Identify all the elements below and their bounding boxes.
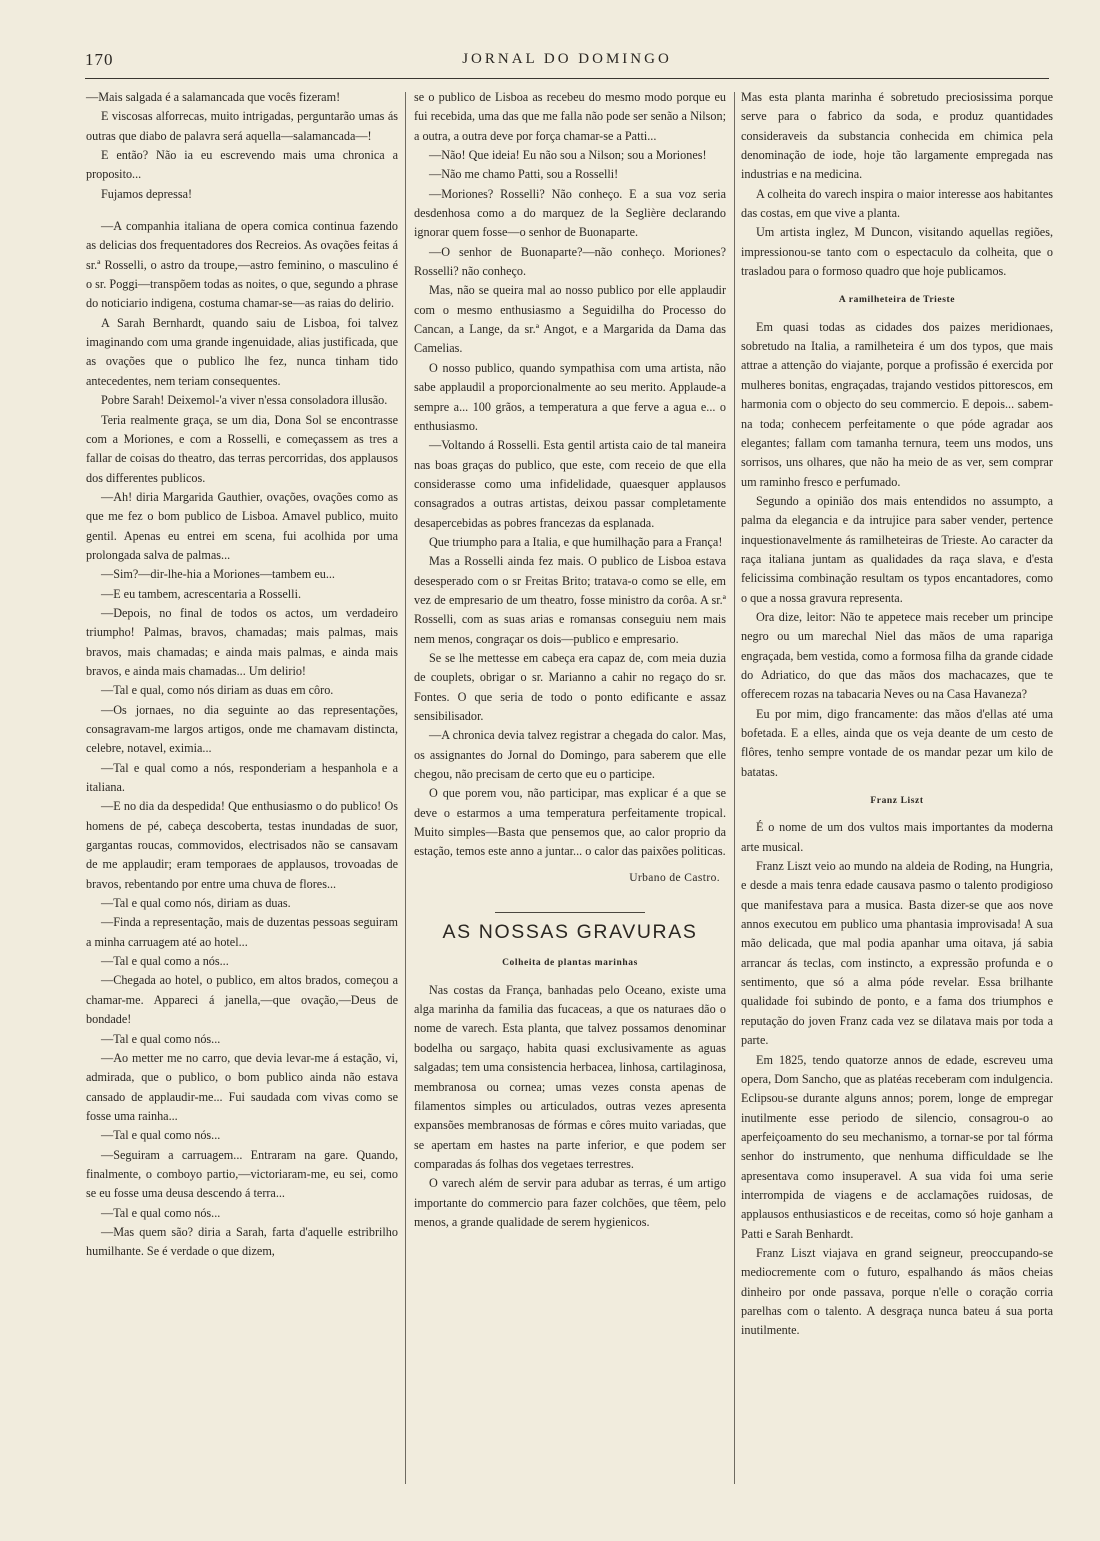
paragraph: —Tal e qual como nós... — [101, 1031, 221, 1046]
column-1 — [86, 88, 398, 1262]
paragraph: Franz Liszt viajava en grand seigneur, preoccupando-se mediocremente com o futuro, espalhando ás mãos cheias dinheiro por onde passava, porque n'elle o coração corria parelhas com o talento. A desgraça nunca bateu á sua porta inutilmente. — [741, 1245, 1053, 1338]
paragraph: Em quasi todas as cidades dos paizes meridionaes, sobretudo na Italia, a ramilheteira é um dos typos, que mais attrae a attenção do viajante, porque a profissão é exercida por mulheres bonitas, engraçadas, trajando vestidos pittorescos, em harmonia com o objecto do seu commercio. E depois... sabem-na toda; conhecem perfeitamente o que póde agradar aos elegantes; fallam com tamanha ternura, teem uns modos, uns sorrisos, uns olhares, que não ha meio de as ver, sem comprar um raminho fresco e perfumado. — [741, 319, 1053, 489]
paragraph: Nas costas da França, banhadas pelo Oceano, existe uma alga marinha da familia das fucaceas, a que os naturaes dão o nome de varech. Esta planta, que talvez possamos denominar bodelha ou sargaço, habita quasi exclusivamente as aguas salgadas; tem uma consistencia herbacea, linhosa, cartilaginosa, membranosa ou cornea; umas vezes consta apenas de filamentos simples ou articulados, outras vezes apresenta expansões membranosas de fórmas e côres muito variadas, que se apertam em hastes na parte inferior, e que podem ser comparadas ás folhas dos vegetaes terrestres. — [414, 982, 726, 1171]
paragraph: —Sim?—dir-lhe-hia a Moriones—tambem eu... — [101, 567, 335, 582]
section-divider — [495, 912, 645, 913]
paragraph: —Tal e qual como nós, diriam as duas. — [101, 896, 291, 911]
paragraph: Pobre Sarah! Deixemol-'a viver n'essa consoladora illusão. — [101, 393, 388, 408]
paragraph: —Tal e qual como nós... — [101, 1205, 221, 1220]
paragraph: —Mas quem são? diria a Sarah, farta d'aquelle estribrilho humilhante. Se é verdade o que dizem, — [86, 1224, 398, 1259]
column-divider — [734, 92, 735, 1484]
paragraph: Um artista inglez, M Duncon, visitando aquellas regiões, impressionou-se tanto com o espectaculo da colheita, que o trasladou para o formoso quadro que hoje publicamos. — [741, 225, 1053, 279]
paragraph: —Mais salgada é a salamancada que vocês fizeram! — [86, 90, 341, 104]
paragraph: Que triumpho para a Italia, e que humilhação para a França! — [429, 534, 723, 549]
paragraph: —Ah! diria Margarida Gauthier, ovações, ovações como as que me fez o bom publico de Lisboa. Amavel publico, muito gentil. Apenas eu entrei em scena, fui acolhida por uma prolongada salva de palmas... — [86, 489, 398, 562]
subheading: A ramilheteira de Trieste — [838, 295, 956, 306]
paragraph: E viscosas alforrecas, muito intrigadas, perguntarão umas ás outras que diabo de palavra será aquella—salamancada—! — [86, 109, 398, 143]
paragraph: Eu por mim, digo francamente: das mãos d'ellas até uma bofetada. E a elles, ainda que os veja deante de um cesto de flôres, tenho sempre vontade de os mandar pezar um kilo de batatas. — [741, 706, 1053, 779]
paragraph: —O senhor de Buonaparte?—não conheço. Moriones? Rosselli? não conheço. — [414, 244, 726, 279]
paragraph: Se se lhe mettesse em cabeça era capaz de, com meia duzia de couplets, obrigar o sr. Marianno a cahir no regaço do sr. Fontes. O que seria de todo o ponto edificante e assaz sensibilisador. — [414, 650, 726, 723]
paragraph: —E eu tambem, acrescentaria a Rosselli. — [101, 586, 301, 601]
paragraph: Mas, não se queira mal ao nosso publico por elle applaudir com o mesmo enthusiasmo a Seguidilha do Processo do Cancan, a Lange, da sr.ª Angot, e a Margarida da Dama das Camelias. — [414, 283, 726, 356]
paragraph: Fujamos depressa! — [101, 186, 193, 201]
paragraph: —Voltando á Rosselli. Esta gentil artista caio de tal maneira nas boas graças do publico, que este, com receio de que ella considerasse como uma infidelidade, quaesquer applausos consagrados a outras artistas, deixou passar completamente desapercebidas as pobres francezas da esplanada. — [414, 438, 726, 530]
paragraph: se o publico de Lisboa as recebeu do mesmo modo porque eu fui recebida, uma das que me falla não pode ser senão a Nilson; a outra, a outra deve por força chamar-se a Patti... — [414, 90, 726, 143]
paragraph: Em 1825, tendo quatorze annos de edade, escreveu uma opera, Dom Sancho, que as platéas receberam com indulgencia. Eclipsou-se durante alguns annos; porem, longe de empregar inutilmente esse periodo de silencio, consagrou-o ao aperfeiçoamento do seu mechanismo, a tornar-se por tal fórma senhor do instrumento, que nenhuma difficuldade se lhe apresentava como insuperavel. A sua vida foi uma serie interrompida de viagens e de acclamações ruidosas, de applausos enthusiasticos e de receitas, como só hoje ganham a Patti e Sarah Benhardt. — [741, 1052, 1053, 1241]
paragraph: —Moriones? Rosselli? Não conheço. E a sua voz seria desdenhosa como a do marquez de la Seglière declarando ignorar quem fosse—o senhor de Buonaparte. — [414, 186, 726, 240]
paragraph: E então? Não ia eu escrevendo mais uma chronica a proposito... — [86, 148, 398, 182]
paragraph: —Chegada ao hotel, o publico, em altos brados, começou a chamar-me. Appareci á janella,—que ovação,—Deus de bondade! — [86, 973, 398, 1027]
paragraph: —Os jornaes, no dia seguinte ao das representações, consagravam-me largos artigos, onde me chamavam distincta, celebre, notavel, eximia... — [86, 702, 398, 756]
section-title: AS NOSSAS GRAVURAS — [442, 921, 698, 944]
paragraph: —Tal e qual como a nós, responderiam a hespanhola e a italiana. — [86, 760, 398, 795]
paragraph: O nosso publico, quando sympathisa com uma artista, não sabe applaudil a proporcionalmente ao seu merito. Applaude-a sempre a... 100 grãos, a temperatura a que ferve a agua e... o enthusiasmo. — [414, 360, 726, 433]
paragraph: Teria realmente graça, se um dia, Dona Sol se encontrasse com a Moriones, e com a Rosselli, e começassem as tres a fallar de coisas do theatro, das terras percorridas, dos applausos dos differentes publicos. — [86, 412, 398, 485]
paragraph: A Sarah Bernhardt, quando saiu de Lisboa, foi talvez imaginando com uma grande ingenuidade, alias justificada, que as ovações que o publico lhe fez, nunca tinham tido antecedentes, nem teriam consequentes. — [86, 315, 398, 388]
paragraph: —Tal e qual como a nós... — [101, 954, 229, 969]
paragraph: O que porem vou, não participar, mas explicar é a que se deve o estarmos a uma temperatura perfeitamente tropical. Muito simples—Basta que pensemos que, ao calor proprio da estação, temos este anno a juntar... o calor das paixões politicas. — [414, 786, 726, 859]
paragraph: A colheita do varech inspira o maior interesse aos habitantes das costas, em que vive a planta. — [741, 186, 1053, 221]
paragraph: Ora dize, leitor: Não te appetece mais receber um principe negro ou um marechal Niel das mãos de uma rapariga engraçada, bem vestida, como a formosa filha da grande cidade do Adriatico, do que das mãos dos machacazes, que te offerecem rozas na tabacaria Neves ou na Casa Havaneza? — [741, 609, 1053, 702]
author-signature: Urbano de Castro. — [629, 871, 720, 884]
column-2 — [414, 88, 726, 1232]
paragraph: É o nome de um dos vultos mais importantes da moderna arte musical. — [741, 820, 1053, 854]
masthead: JORNAL DO DOMINGO — [462, 51, 672, 67]
paragraph: —Finda a representação, mais de duzentas pessoas seguiram a minha carruagem até ao hotel... — [86, 915, 398, 949]
paragraph: O varech além de servir para adubar as terras, é um artigo importante do commercio para fazer colchões, que têem, pelo menos, a grande qualidade de serem hygienicos. — [414, 1176, 726, 1229]
paragraph: —Tal e qual, como nós diriam as duas em côro. — [101, 683, 334, 698]
page-header — [85, 50, 1049, 80]
paragraph: —Ao metter me no carro, que devia levar-me á estação, vi, admirada, que o publico, o bom publico ainda não estava cansado de applaudir-me... Fui saudada com vivas como se fosse uma rainha... — [86, 1050, 398, 1123]
page-number: 170 — [85, 50, 114, 69]
paragraph: —A companhia italiana de opera comica continua fazendo as delicias dos frequentadores dos Recreios. As ovações feitas á sr.ª Rosselli, o astro da troupe,—astro feminino, o masculino é o sr. Poggi—transpõem todas as noites, o que, segundo a phrase do noticiario indigena, costuma chamar-se—as raias do delirio. — [86, 219, 398, 311]
header-rule — [85, 78, 1049, 79]
paragraph: —E no dia da despedida! Que enthusiasmo o do publico! Os homens de pé, cabeça descoberta, testas inundadas de suor, gargantas roucas, commovidos, electrisados não se cansavam de me applaudir; eram temporaes de applausos, trovoadas de bravos, rebentando por entre uma chuva de flores... — [86, 799, 398, 891]
paragraph: Franz Liszt veio ao mundo na aldeia de Roding, na Hungria, e desde a mais tenra edade causava pasmo o talento prodigioso que manifestava para a musica. Basta dizer-se que aos nove annos executou em publico uma phantasia improvisada! A sua mão delicada, que mal podia apanhar uma oitava, já sabia arrancar ás teclas, com instincto, a expressão profunda e o sentimento, que só a alma póde revelar. Essa brilhante qualidade foi subindo de ponto, e a fama dos triumphos e reputação do joven Franz cada vez se dilatava mais por toda a parte. — [741, 859, 1053, 1048]
paragraph: —Tal e qual como nós... — [101, 1128, 221, 1143]
subheading: Franz Liszt — [870, 796, 924, 807]
paragraph: —Depois, no final de todos os actos, um verdadeiro triumpho! Palmas, bravos, chamadas; mais palmas, mais bravos, mais chamadas; e ainda mais palmas, e ainda mais bravos, e ainda mais chamadas... Um delirio! — [86, 605, 398, 678]
paragraph: —A chronica devia talvez registrar a chegada do calor. Mas, os assignantes do Jornal do Domingo, para saberem que elle chegou, não precisam de certo que eu o participe. — [414, 728, 726, 782]
paragraph: —Não me chamo Patti, sou a Rosselli! — [429, 167, 619, 182]
paragraph: —Não! Que ideia! Eu não sou a Nilson; sou a Moriones! — [429, 148, 707, 163]
subheading: Colheita de plantas marinhas — [502, 958, 638, 969]
paragraph: —Seguiram a carruagem... Entraram na gare. Quando, finalmente, o comboyo partio,—victoriaram-me, eu sei, como se eu fosse uma deusa descendo á terra... — [86, 1147, 398, 1201]
paragraph: Mas a Rosselli ainda fez mais. O publico de Lisboa estava desesperado com o sr Freitas Brito; tratava-o como se elle, em vez de empresario de um theatro, fosse ministro da corôa. A sr.ª Rosselli, com as suas arias e romansas conseguiu nem mais nem menos, congraçar os dois—publico e empresario. — [414, 554, 726, 646]
column-divider — [405, 92, 406, 1484]
paragraph: Mas esta planta marinha é sobretudo preciosissima porque serve para o fabrico da soda, e produz quantidades consideraveis da substancia conhecida em chimica pela denominação de iode, hoje tão largamente empregada nas industrias e na medicina. — [741, 90, 1053, 182]
column-3 — [741, 88, 1053, 1341]
paragraph: Segundo a opinião dos mais entendidos no assumpto, a palma da elegancia e da intrujice para saber vender, pertence inquestionavelmente ás ramilheteiras de Trieste. Ao caracter da raça italiana juntam as qualidades da raça slava, e d'esta felicissima combinação resultam os typos encantadores, como o que a nossa gravura representa. — [741, 493, 1053, 605]
